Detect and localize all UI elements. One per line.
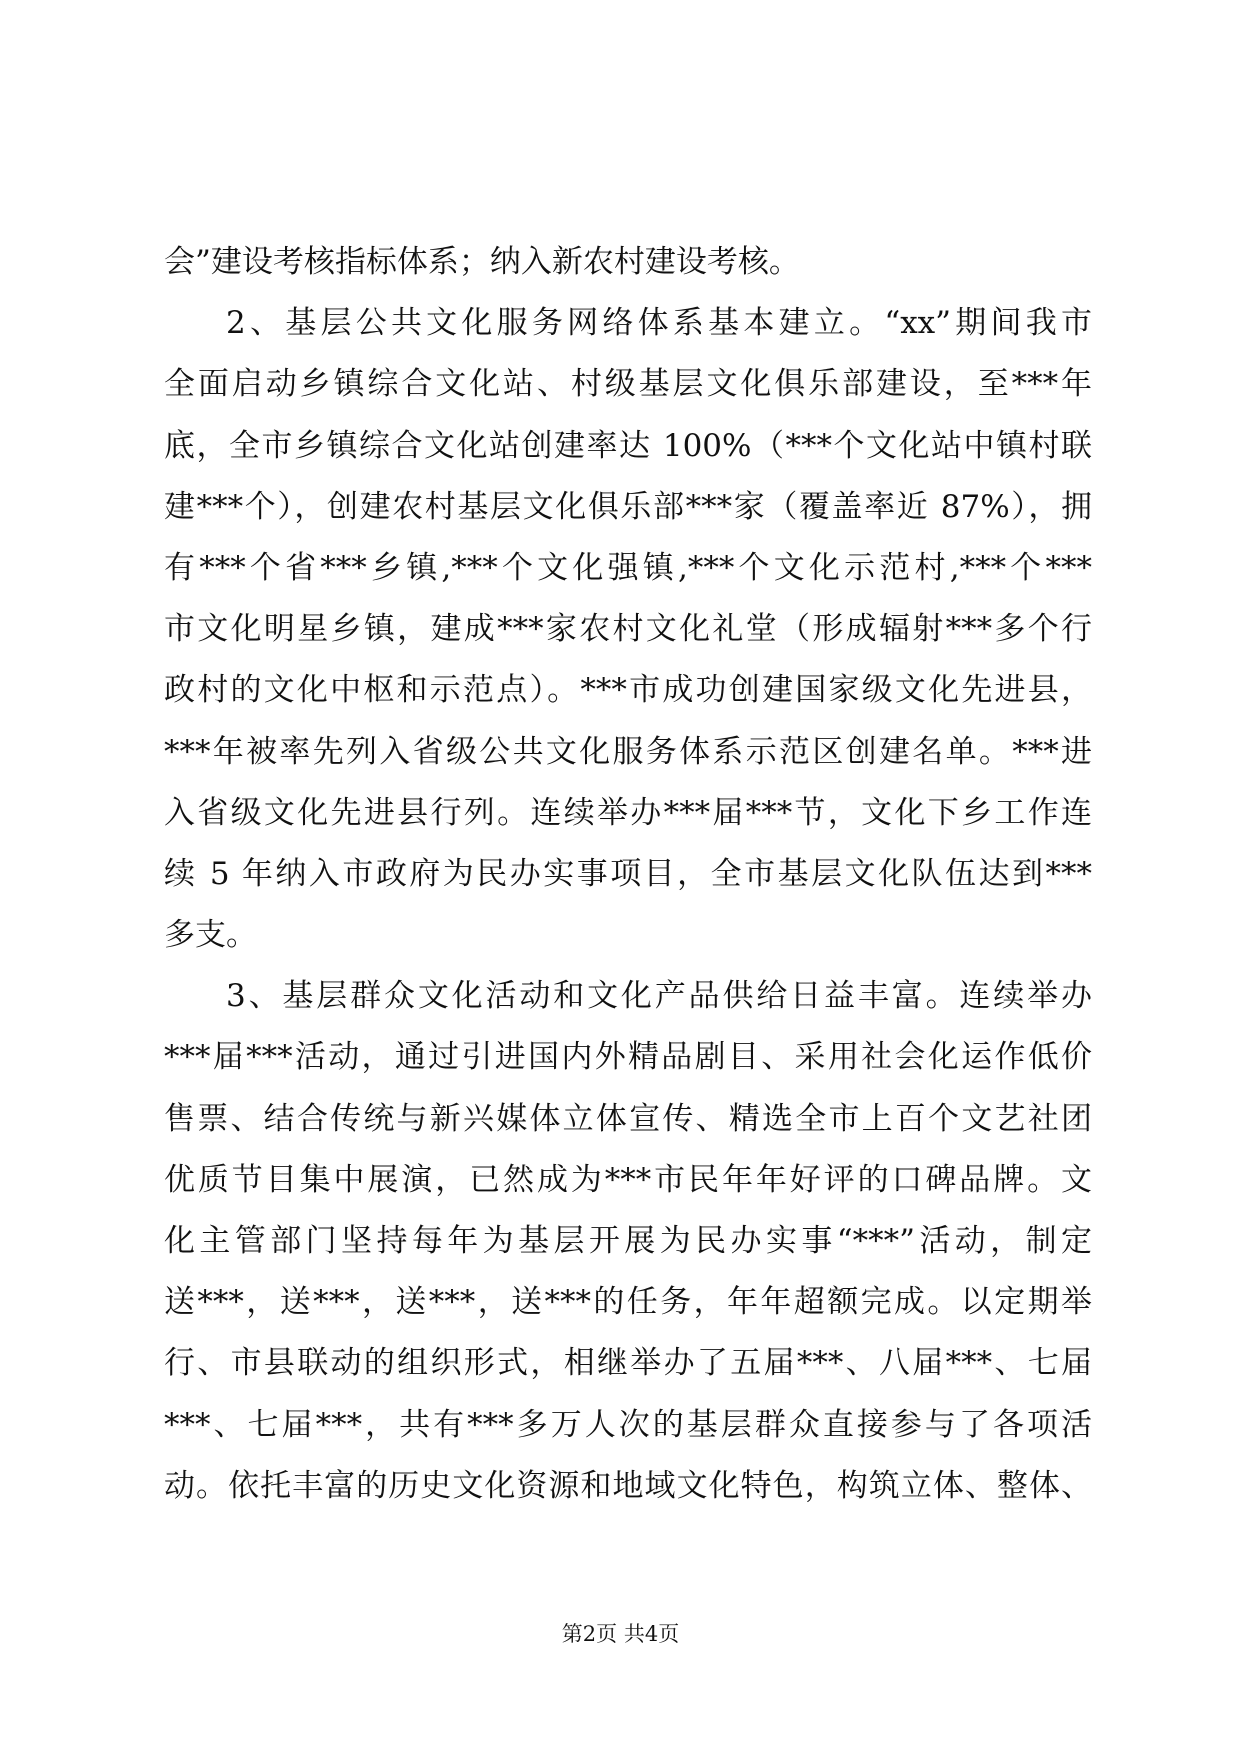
text-line: 入省级文化先进县行列。连续举办***届***节，文化下乡工作连 [164, 794, 1092, 831]
text-line: 动。依托丰富的历史文化资源和地域文化特色，构筑立体、整体、 [164, 1467, 1092, 1504]
text-line: 政村的文化中枢和示范点）。***市成功创建国家级文化先进县， [164, 672, 1092, 709]
text-line: 全面启动乡镇综合文化站、村级基层文化俱乐部建设，至***年 [164, 366, 1092, 403]
text-line: 行、市县联动的组织形式，相继举办了五届***、八届***、七届 [164, 1345, 1092, 1382]
text-line: 化主管部门坚持每年为基层开展为民办实事“***”活动，制定 [164, 1223, 1092, 1259]
text-line: 建***个），创建农村基层文化俱乐部***家（覆盖率近 87%），拥 [164, 488, 1092, 525]
text-line: 底，全市乡镇综合文化站创建率达 100%（***个文化站中镇村联 [164, 427, 1092, 464]
text-line: ***年被率先列入省级公共文化服务体系示范区创建名单。***进 [164, 733, 1092, 770]
text-line: 会”建设考核指标体系；纳入新农村建设考核。 [164, 244, 800, 280]
document-body [164, 232, 1092, 1517]
text-line: 市文化明星乡镇，建成***家农村文化礼堂（形成辐射***多个行 [164, 611, 1092, 648]
text-line: 多支。 [164, 917, 257, 954]
text-line: ***、七届***，共有***多万人次的基层群众直接参与了各项活 [164, 1406, 1092, 1443]
text-line: 送***，送***，送***，送***的任务，年年超额完成。以定期举 [164, 1284, 1092, 1321]
paragraph-2-start: 2、基层公共文化服务网络体系基本建立。“xx”期间我市 [226, 305, 1092, 342]
paragraph-3-start: 3、基层群众文化活动和文化产品供给日益丰富。连续举办 [226, 978, 1092, 1015]
page-number-footer: 第2页 共4页 [561, 1622, 680, 1646]
text-line: ***届***活动，通过引进国内外精品剧目、采用社会化运作低价 [164, 1039, 1092, 1076]
text-line: 续 5 年纳入市政府为民办实事项目，全市基层文化队伍达到*** [164, 855, 1092, 892]
text-line: 售票、结合传统与新兴媒体立体宣传、精选全市上百个文艺社团 [164, 1100, 1092, 1137]
text-line: 有***个省***乡镇,***个文化强镇,***个文化示范村,***个*** [164, 549, 1092, 586]
text-line: 优质节目集中展演，已然成为***市民年年好评的口碑品牌。文 [164, 1161, 1092, 1198]
